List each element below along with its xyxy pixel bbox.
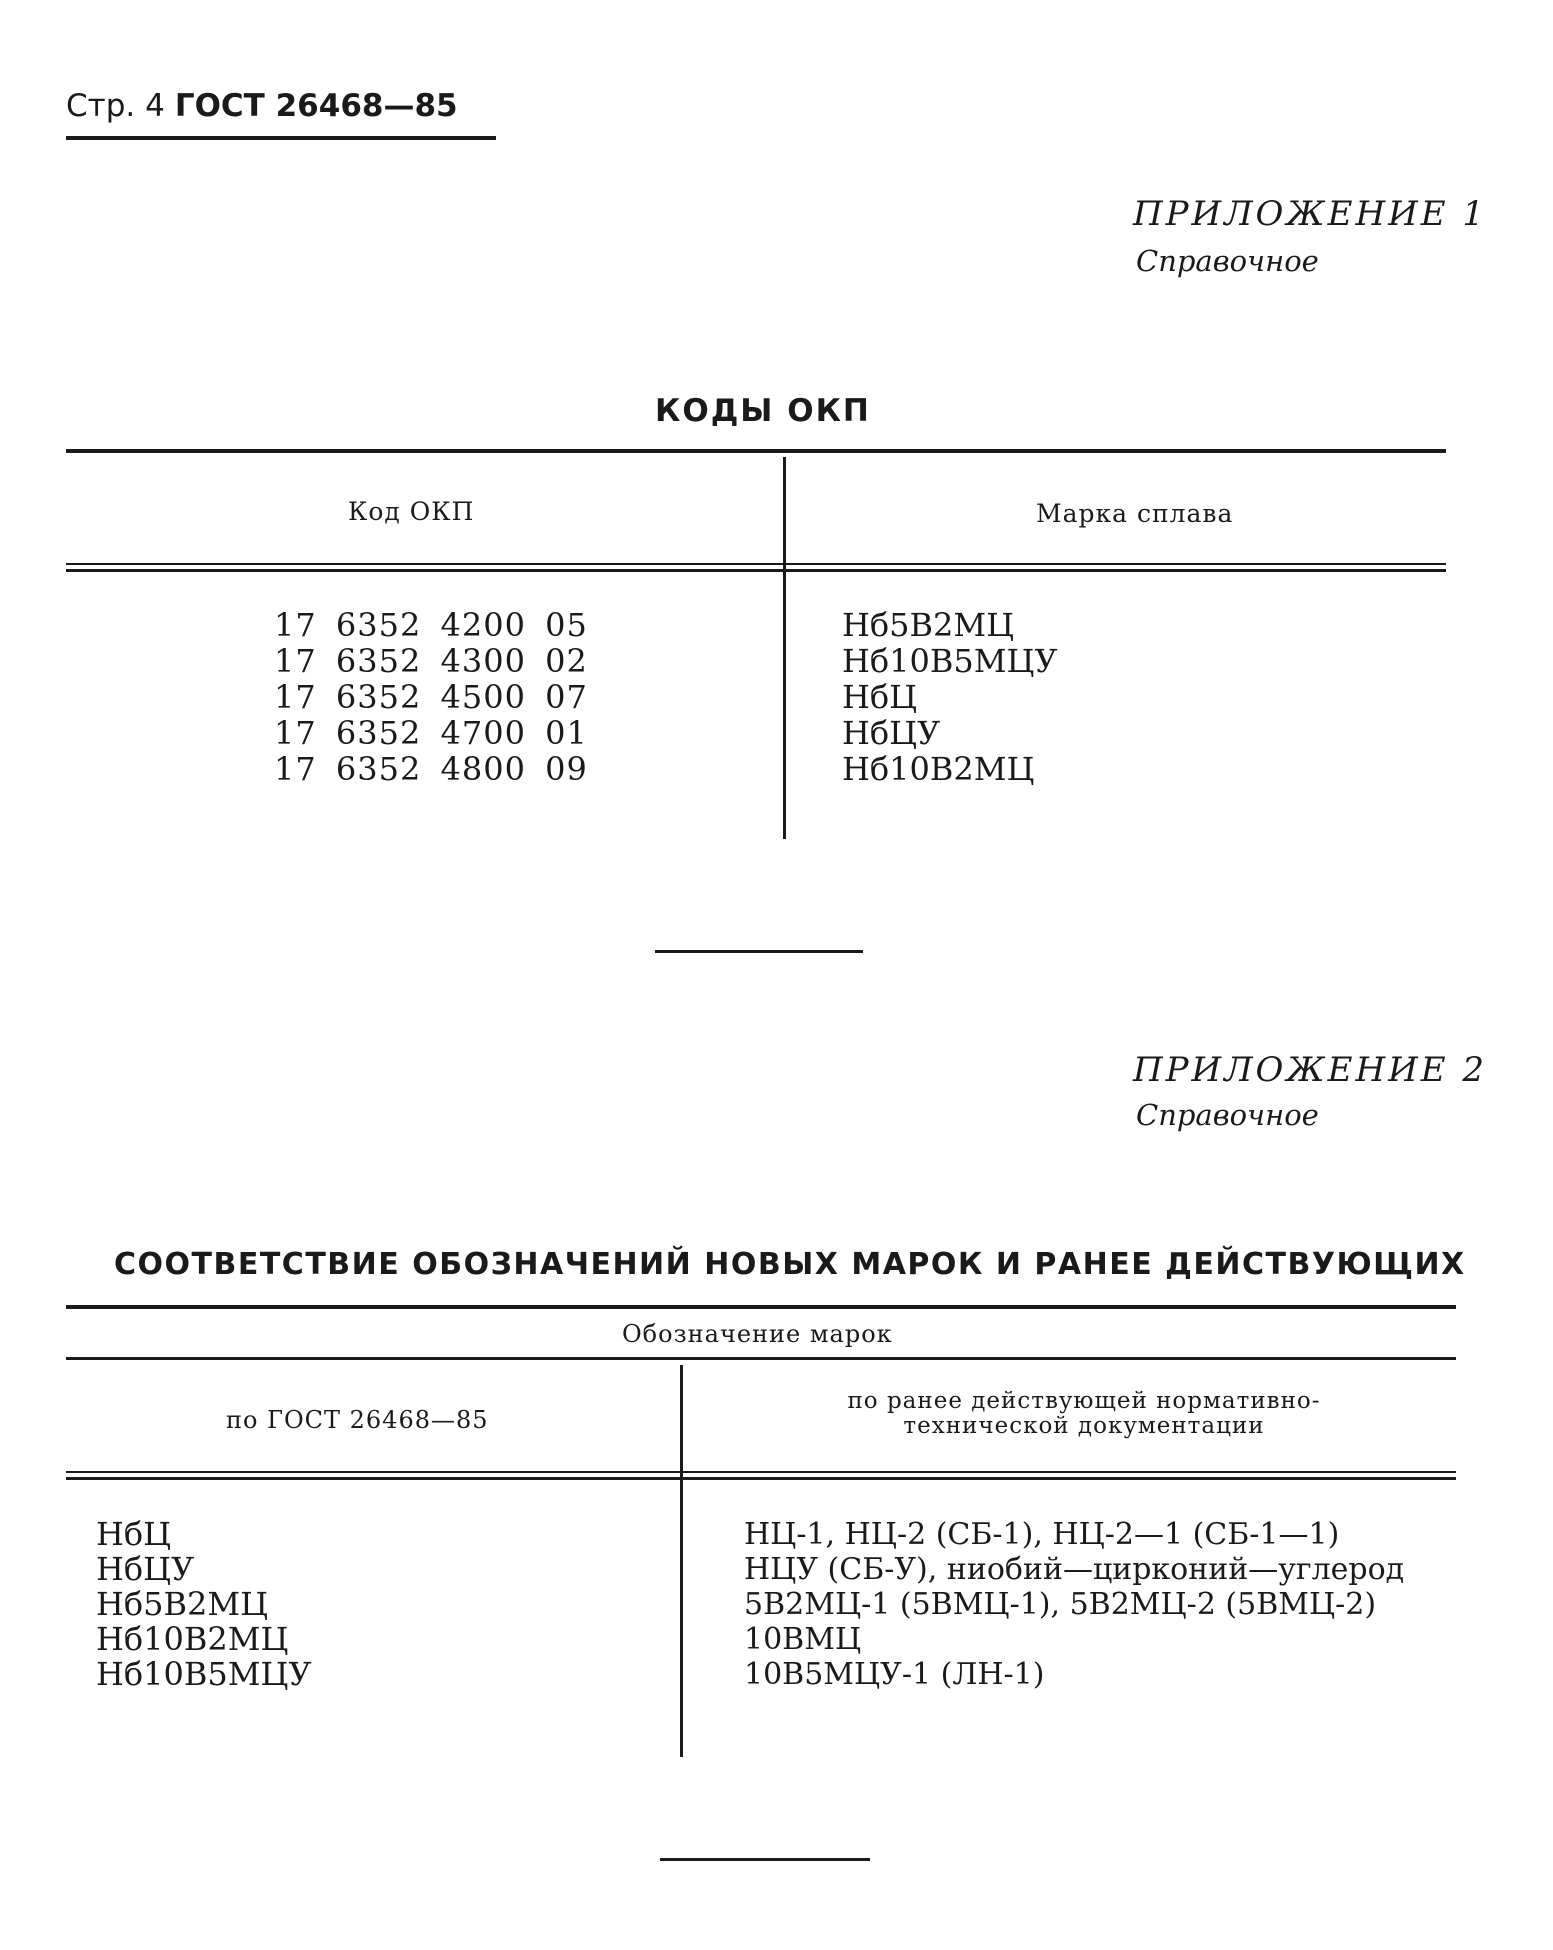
table-row-new-grade: НбЦУ: [96, 1550, 195, 1588]
column-header-okp-code: Код ОКП: [348, 497, 475, 526]
column-header-previous-documentation: по ранее действующей нормативно- технической документации: [847, 1388, 1321, 1439]
table-row-old-grade: 5В2МЦ-1 (5ВМЦ-1), 5В2МЦ-2 (5ВМЦ-2): [744, 1587, 1377, 1622]
table-top-rule: [66, 449, 1446, 453]
table-row-grade: НбЦУ: [842, 714, 941, 752]
group-header-grade-designation: Обозначение марок: [622, 1320, 893, 1348]
page-header: [66, 88, 458, 124]
table-header-rule-1: [66, 563, 1446, 565]
table-row-code: 17 6352 4800 09: [274, 750, 588, 788]
table-row-code: 17 6352 4700 01: [274, 714, 588, 752]
column-header-new-standard: по ГОСТ 26468—85: [226, 1406, 489, 1434]
page-number: Стр. 4: [66, 88, 165, 124]
table-column-divider: [680, 1365, 683, 1757]
table-row-code: 17 6352 4300 02: [274, 642, 588, 680]
appendix-1-subtitle: Справочное: [1136, 244, 1319, 278]
table-row-grade: Нб10В5МЦУ: [842, 642, 1058, 680]
table-row-new-grade: Нб10В2МЦ: [96, 1620, 289, 1658]
table-header-rule-1: [66, 1471, 1456, 1473]
table-row-grade: Нб5В2МЦ: [842, 606, 1015, 644]
table-row-new-grade: Нб10В5МЦУ: [96, 1655, 312, 1693]
okp-code-list: [274, 607, 588, 787]
table-row-grade: Нб10В2МЦ: [842, 750, 1035, 788]
table-row-new-grade: НбЦ: [96, 1515, 172, 1553]
new-grade-list: [96, 1517, 312, 1692]
table-row-old-grade: 10ВМЦ: [744, 1622, 862, 1657]
table-row-old-grade: НЦ-1, НЦ-2 (СБ-1), НЦ-2—1 (СБ-1—1): [744, 1517, 1340, 1552]
table-row-code: 17 6352 4500 07: [274, 678, 588, 716]
table-row-old-grade: НЦУ (СБ-У), ниобий—цирконий—углерод: [744, 1552, 1405, 1587]
table-header-rule-2: [66, 1477, 1456, 1480]
appendix-2-subtitle: Справочное: [1136, 1098, 1319, 1132]
table-row-grade: НбЦ: [842, 678, 918, 716]
table-row-new-grade: Нб5В2МЦ: [96, 1585, 269, 1623]
alloy-grade-list: [842, 607, 1058, 787]
table-row-old-grade: 10В5МЦУ-1 (ЛН-1): [744, 1657, 1045, 1692]
table-group-header-rule: [66, 1357, 1456, 1360]
section-separator: [655, 950, 863, 953]
column-header-alloy-grade: Марка сплава: [1036, 499, 1234, 528]
section-title-okp-codes: КОДЫ ОКП: [655, 393, 871, 429]
table-column-divider: [783, 457, 786, 839]
appendix-2-title: ПРИЛОЖЕНИЕ 2: [1133, 1050, 1488, 1090]
end-separator: [660, 1858, 870, 1861]
table-row-code: 17 6352 4200 05: [274, 606, 588, 644]
section-title-grade-correspondence: СООТВЕТСТВИЕ ОБОЗНАЧЕНИЙ НОВЫХ МАРОК И РАНЕЕ ДЕЙСТВУЮЩИХ: [114, 1247, 1466, 1282]
appendix-1-title: ПРИЛОЖЕНИЕ 1: [1133, 194, 1488, 234]
header-underline: [66, 136, 496, 140]
standard-number: ГОСТ 26468—85: [174, 88, 458, 124]
table-top-rule: [66, 1305, 1456, 1309]
table-header-rule-2: [66, 569, 1446, 572]
old-grade-list: [744, 1517, 1404, 1692]
